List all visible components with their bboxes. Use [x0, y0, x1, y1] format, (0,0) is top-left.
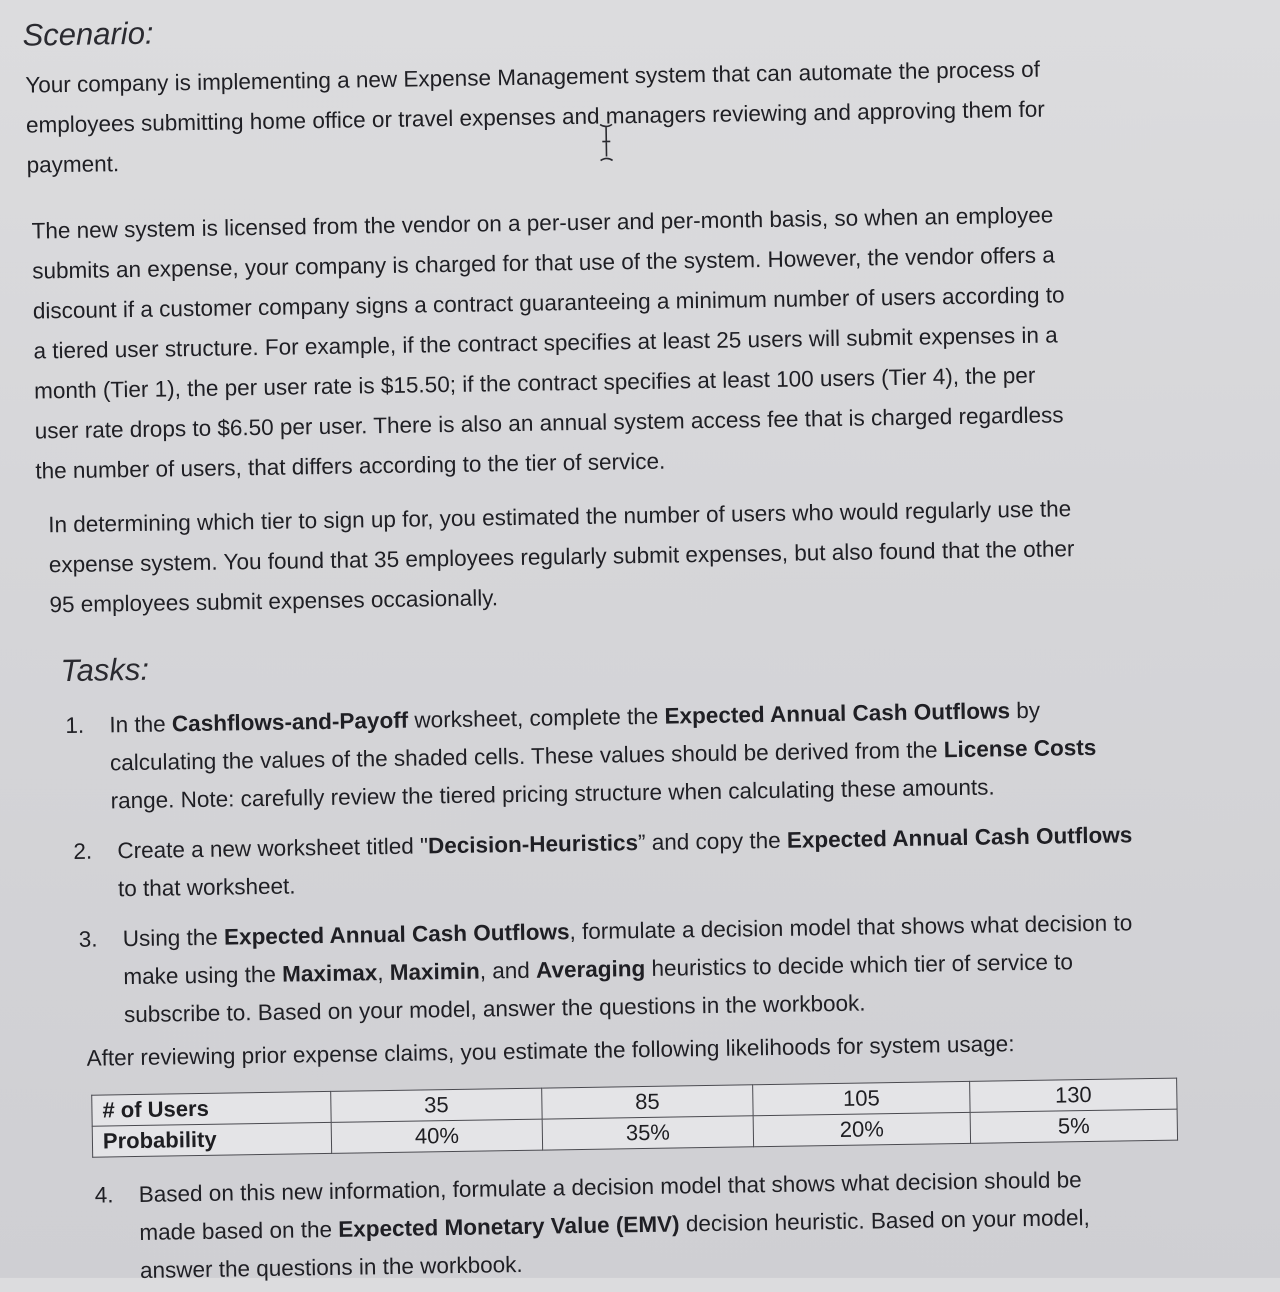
task-number: 2. — [73, 838, 93, 864]
text-line: answer the questions in the workbook. — [139, 1251, 523, 1283]
text-line: make using the Maximax, Maximin, and Averaging heuristics to decide which tier of service to — [123, 949, 1074, 990]
text-line: Based on this new information, formulate a decision model that shows what decision should be — [138, 1167, 1082, 1207]
table-cell: 105 — [753, 1081, 970, 1115]
table-cell: 35 — [331, 1088, 542, 1122]
task-number: 4. — [94, 1182, 114, 1208]
table-cell: 40% — [331, 1119, 542, 1153]
text-line: a tiered user structure. For example, if the contract specifies at least 25 users will submit expenses in a — [33, 322, 1058, 364]
tasks-heading: Tasks: — [60, 651, 150, 689]
text-line: calculating the values of the shaded cells. These values should be derived from the License Costs — [109, 734, 1097, 776]
text-line: month (Tier 1), the per user rate is $15.50; if the contract specifies at least 100 users (Tier 4), the per — [33, 362, 1036, 404]
text-cursor-icon — [598, 122, 615, 162]
task-4 — [94, 1159, 1240, 1290]
table-cell: 5% — [970, 1109, 1177, 1143]
text-line: user rate drops to $6.50 per user. There is also an annual system access fee that is charged regardless — [34, 402, 1064, 444]
table-cell: 85 — [542, 1085, 753, 1119]
text-line: expense system. You found that 35 employees regularly submit expenses, but also found that the other — [48, 536, 1075, 578]
text-line: In the Cashflows-and-Payoff worksheet, complete the Expected Annual Cash Outflows by — [109, 697, 1041, 738]
scenario-paragraph-1 — [25, 48, 1177, 186]
likelihood-table — [91, 1078, 1178, 1158]
text-line: submits an expense, your company is charged for that use of the system. However, the vendor offers a — [32, 242, 1055, 284]
scenario-paragraph-2 — [31, 193, 1185, 491]
text-line: Using the Expected Annual Cash Outflows, formulate a decision model that shows what decision to — [122, 910, 1133, 952]
text-line: The new system is licensed from the vendor on a per-user and per-month basis, so when an employee — [31, 202, 1054, 244]
table-cell: 35% — [542, 1116, 753, 1150]
text-line: range. Note: carefully review the tiered pricing structure when calculating these amounts. — [110, 774, 995, 814]
text-line: subscribe to. Based on your model, answer the questions in the workbook. — [123, 990, 866, 1028]
text-line: made based on the Expected Monetary Value (EMV) decision heuristic. Based on your model, — [139, 1205, 1090, 1245]
row-label-users: # of Users — [92, 1091, 331, 1126]
text-line: Create a new worksheet titled "Decision-Heuristics” and copy the Expected Annual Cash Outflows — [117, 822, 1133, 864]
task-1 — [65, 689, 1211, 820]
task-number: 1. — [65, 712, 85, 739]
text-line: the number of users, that differs according to the tier of service. — [35, 448, 666, 484]
table-cell: 130 — [970, 1078, 1177, 1112]
scenario-heading: Scenario: — [22, 15, 154, 53]
task-3 — [78, 903, 1224, 1034]
text-line: employees submitting home office or travel expenses and managers reviewing and approving them for — [25, 96, 1045, 138]
text-line: to that worksheet. — [117, 873, 296, 902]
task-number: 3. — [78, 926, 98, 952]
row-label-probability: Probability — [92, 1122, 331, 1157]
text-line: In determining which tier to sign up for, you estimated the number of users who would regularly use the — [48, 496, 1072, 538]
scenario-paragraph-3 — [48, 487, 1200, 625]
task-2 — [73, 815, 1218, 908]
text-line: payment. — [26, 151, 120, 178]
text-line: Your company is implementing a new Expense Management system that can automate the process of — [25, 56, 1041, 98]
table-cell: 20% — [753, 1112, 970, 1146]
text-line: discount if a customer company signs a contract guaranteeing a minimum number of users according to — [32, 282, 1065, 324]
text-line: After reviewing prior expense claims, you estimate the following likelihoods for system usage: — [86, 1031, 1015, 1071]
text-line: 95 employees submit expenses occasionally. — [49, 585, 499, 618]
